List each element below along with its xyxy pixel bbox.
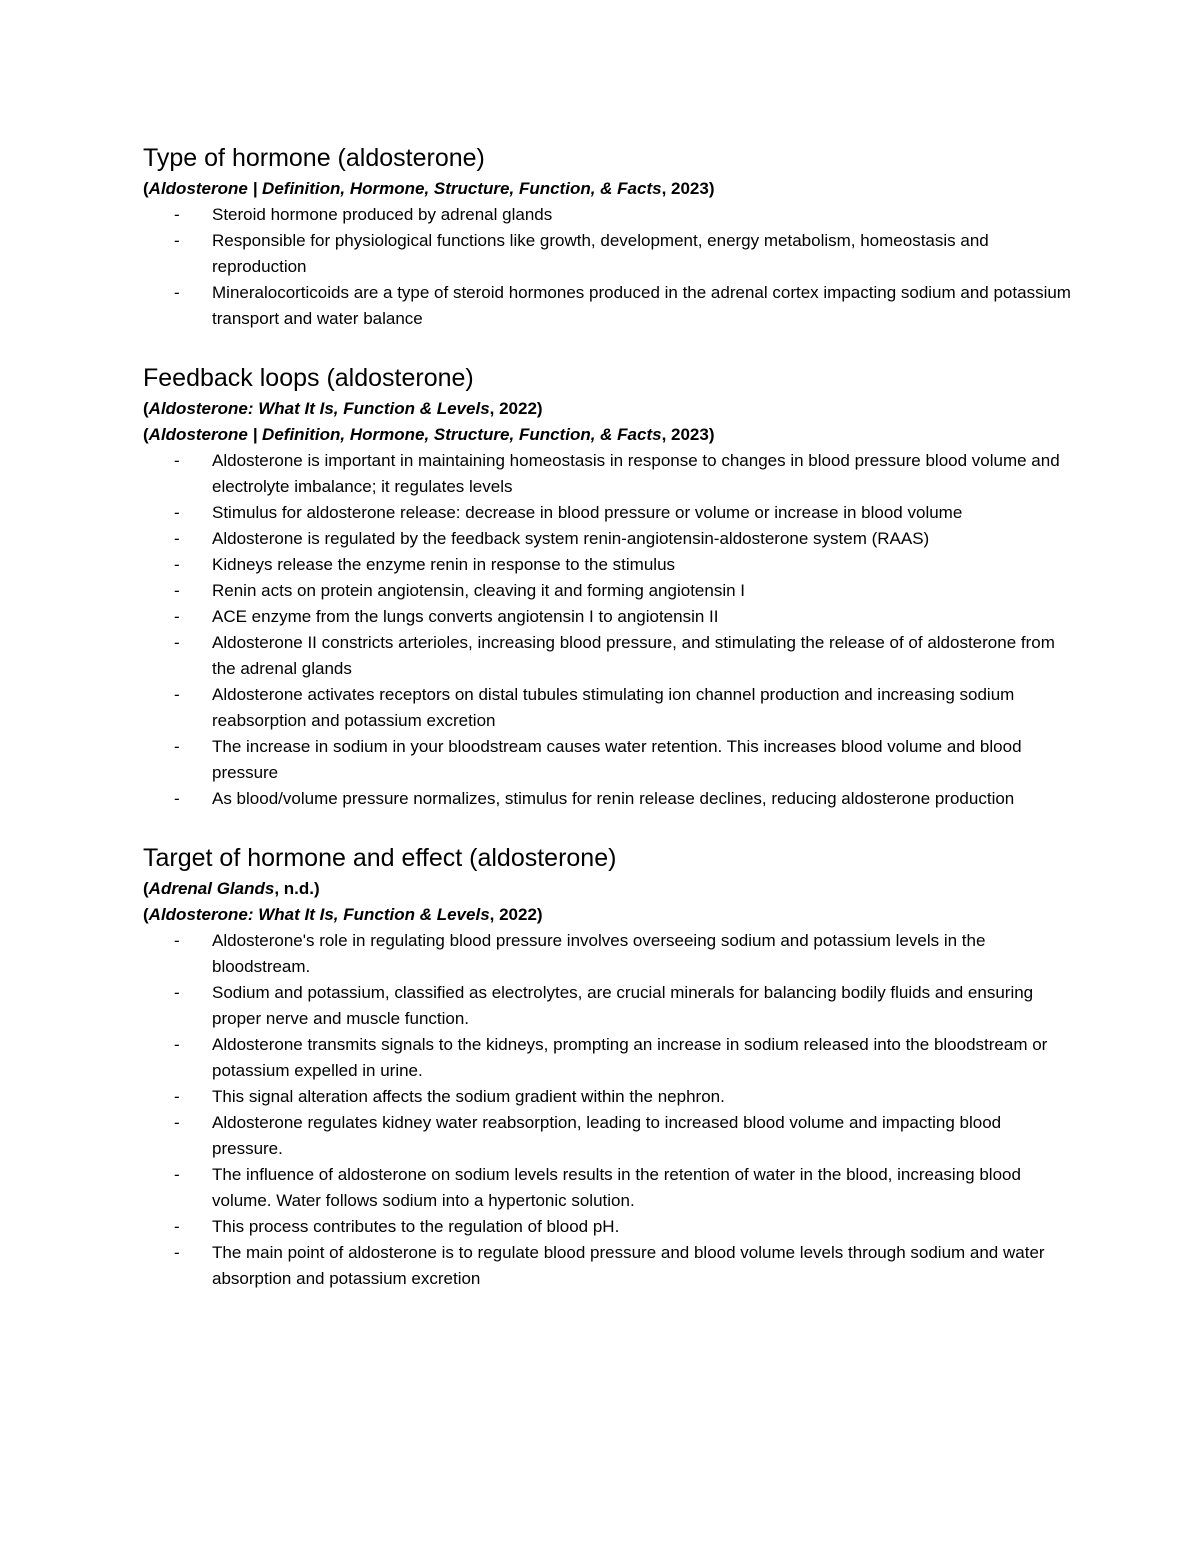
list-item: - Aldosterone transmits signals to the kidneys, prompting an increase in sodium released into the bloodstream or potassium expelled in urine. — [143, 1032, 1073, 1084]
bullet-marker: - — [174, 685, 180, 704]
list-item: - Aldosterone activates receptors on distal tubules stimulating ion channel production and increasing sodium reabsorption and potassium excretion — [143, 682, 1073, 734]
section-target-of-hormone — [143, 840, 1073, 1292]
citation: (Aldosterone: What It Is, Function & Levels, 2022) — [143, 905, 543, 924]
section-feedback-loops — [143, 360, 1073, 812]
bullet-list — [143, 202, 1073, 332]
list-item: - Aldosterone II constricts arterioles, increasing blood pressure, and stimulating the release of of aldosterone from the adrenal glands — [143, 630, 1073, 682]
bullet-marker: - — [174, 633, 180, 652]
citation: (Aldosterone | Definition, Hormone, Structure, Function, & Facts, 2023) — [143, 179, 715, 198]
document-page — [143, 140, 1073, 1320]
citation: (Adrenal Glands, n.d.) — [143, 879, 320, 898]
bullet-marker: - — [174, 1243, 180, 1262]
bullet-marker: - — [174, 1217, 180, 1236]
list-item: - Aldosterone is regulated by the feedback system renin-angiotensin-aldosterone system (RAAS) — [143, 526, 1073, 552]
bullet-marker: - — [174, 503, 180, 522]
section-heading: Feedback loops (aldosterone) — [143, 364, 474, 392]
list-item: - Stimulus for aldosterone release: decrease in blood pressure or volume or increase in blood volume — [143, 500, 1073, 526]
citation: (Aldosterone | Definition, Hormone, Structure, Function, & Facts, 2023) — [143, 425, 715, 444]
list-item: - Sodium and potassium, classified as electrolytes, are crucial minerals for balancing bodily fluids and ensuring proper nerve and muscle function. — [143, 980, 1073, 1032]
bullet-list — [143, 928, 1073, 1292]
bullet-marker: - — [174, 1165, 180, 1184]
bullet-marker: - — [174, 983, 180, 1002]
list-item: - The increase in sodium in your bloodstream causes water retention. This increases blood volume and blood pressure — [143, 734, 1073, 786]
list-item: - Aldosterone's role in regulating blood pressure involves overseeing sodium and potassium levels in the bloodstream. — [143, 928, 1073, 980]
list-item: - The influence of aldosterone on sodium levels results in the retention of water in the blood, increasing blood volume. Water follows sodium into a hypertonic solution. — [143, 1162, 1073, 1214]
bullet-marker: - — [174, 529, 180, 548]
bullet-marker: - — [174, 451, 180, 470]
bullet-marker: - — [174, 1087, 180, 1106]
section-heading: Type of hormone (aldosterone) — [143, 144, 485, 172]
bullet-marker: - — [174, 1035, 180, 1054]
bullet-marker: - — [174, 1113, 180, 1132]
bullet-marker: - — [174, 581, 180, 600]
bullet-marker: - — [174, 283, 180, 302]
section-type-of-hormone — [143, 140, 1073, 332]
list-item: - This signal alteration affects the sodium gradient within the nephron. — [143, 1084, 1073, 1110]
citation: (Aldosterone: What It Is, Function & Levels, 2022) — [143, 399, 543, 418]
list-item: - Aldosterone is important in maintaining homeostasis in response to changes in blood pressure blood volume and electrolyte imbalance; it regulates levels — [143, 448, 1073, 500]
bullet-marker: - — [174, 789, 180, 808]
section-heading: Target of hormone and effect (aldosterone) — [143, 844, 617, 872]
bullet-marker: - — [174, 555, 180, 574]
list-item: - Renin acts on protein angiotensin, cleaving it and forming angiotensin I — [143, 578, 1073, 604]
list-item: - Steroid hormone produced by adrenal glands — [143, 202, 1073, 228]
list-item: - As blood/volume pressure normalizes, stimulus for renin release declines, reducing aldosterone production — [143, 786, 1073, 812]
list-item: - The main point of aldosterone is to regulate blood pressure and blood volume levels through sodium and water absorption and potassium excretion — [143, 1240, 1073, 1292]
bullet-marker: - — [174, 737, 180, 756]
list-item: - Mineralocorticoids are a type of steroid hormones produced in the adrenal cortex impacting sodium and potassium transport and water balance — [143, 280, 1073, 332]
list-item: - Aldosterone regulates kidney water reabsorption, leading to increased blood volume and impacting blood pressure. — [143, 1110, 1073, 1162]
bullet-marker: - — [174, 931, 180, 950]
list-item: - Responsible for physiological functions like growth, development, energy metabolism, homeostasis and reproduction — [143, 228, 1073, 280]
bullet-marker: - — [174, 231, 180, 250]
bullet-marker: - — [174, 205, 180, 224]
bullet-marker: - — [174, 607, 180, 626]
list-item: - This process contributes to the regulation of blood pH. — [143, 1214, 1073, 1240]
bullet-list — [143, 448, 1073, 812]
list-item: - ACE enzyme from the lungs converts angiotensin I to angiotensin II — [143, 604, 1073, 630]
list-item: - Kidneys release the enzyme renin in response to the stimulus — [143, 552, 1073, 578]
